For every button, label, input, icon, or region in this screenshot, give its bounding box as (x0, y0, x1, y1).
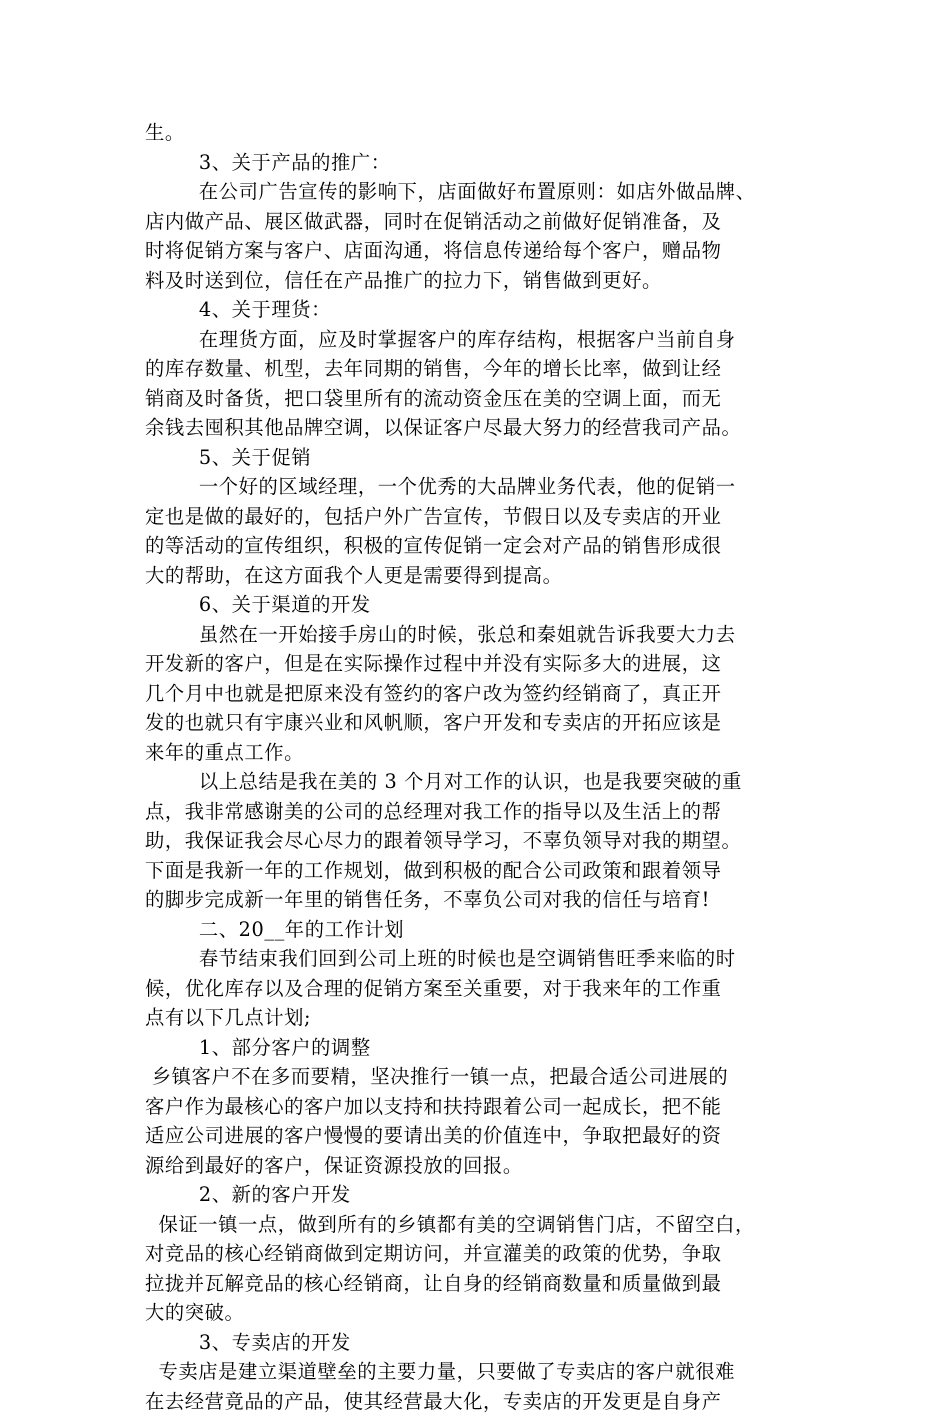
document-body (145, 118, 825, 1416)
text-line: 4、关于理货： (145, 295, 825, 325)
text-line: 的等活动的宣传组织，积极的宣传促销一定会对产品的销售形成很 (145, 531, 825, 561)
text-line: 源给到最好的客户，保证资源投放的回报。 (145, 1151, 825, 1181)
text-line: 几个月中也就是把原来没有签约的客户改为签约经销商了，真正开 (145, 679, 825, 709)
text-line: 店内做产品、展区做武器，同时在促销活动之前做好促销准备，及 (145, 207, 825, 237)
text-line: 以上总结是我在美的 3 个月对工作的认识，也是我要突破的重 (145, 767, 825, 797)
text-line: 专卖店是建立渠道壁垒的主要力量，只要做了专卖店的客户就很难 (145, 1357, 825, 1387)
text-line: 生。 (145, 118, 825, 148)
text-line: 适应公司进展的客户慢慢的要请出美的价值连中，争取把最好的资 (145, 1121, 825, 1151)
text-line: 来年的重点工作。 (145, 738, 825, 768)
text-line: 乡镇客户不在多而要精，坚决推行一镇一点，把最合适公司进展的 (145, 1062, 825, 1092)
text-line: 2、新的客户开发 (145, 1180, 825, 1210)
text-line: 的脚步完成新一年里的销售任务，不辜负公司对我的信任与培育! (145, 885, 825, 915)
text-line: 3、关于产品的推广： (145, 148, 825, 178)
text-line: 发的也就只有宇康兴业和风帆顺，客户开发和专卖店的开拓应该是 (145, 708, 825, 738)
text-line: 时将促销方案与客户、店面沟通，将信息传递给每个客户，赠品物 (145, 236, 825, 266)
text-line: 拉拢并瓦解竞品的核心经销商，让自身的经销商数量和质量做到最 (145, 1269, 825, 1299)
text-line: 点，我非常感谢美的公司的总经理对我工作的指导以及生活上的帮 (145, 797, 825, 827)
text-line: 6、关于渠道的开发 (145, 590, 825, 620)
text-line: 开发新的客户，但是在实际操作过程中并没有实际多大的进展，这 (145, 649, 825, 679)
text-line: 3、专卖店的开发 (145, 1328, 825, 1358)
text-line: 保证一镇一点，做到所有的乡镇都有美的空调销售门店，不留空白， (145, 1210, 825, 1240)
text-line: 5、关于促销 (145, 443, 825, 473)
text-line: 料及时送到位，信任在产品推广的拉力下，销售做到更好。 (145, 266, 825, 296)
text-line: 在理货方面，应及时掌握客户的库存结构，根据客户当前自身 (145, 325, 825, 355)
text-line: 点有以下几点计划; (145, 1003, 825, 1033)
text-line: 销商及时备货，把口袋里所有的流动资金压在美的空调上面，而无 (145, 384, 825, 414)
text-line: 大的突破。 (145, 1298, 825, 1328)
text-line: 二、20__年的工作计划 (145, 915, 825, 945)
text-line: 客户作为最核心的客户加以支持和扶持跟着公司一起成长，把不能 (145, 1092, 825, 1122)
text-line: 定也是做的最好的，包括户外广告宣传，节假日以及专卖店的开业 (145, 502, 825, 532)
text-line: 1、部分客户的调整 (145, 1033, 825, 1063)
text-line: 余钱去囤积其他品牌空调，以保证客户尽最大努力的经营我司产品。 (145, 413, 825, 443)
text-line: 对竞品的核心经销商做到定期访问，并宣灌美的政策的优势，争取 (145, 1239, 825, 1269)
text-line: 在去经营竟品的产品，使其经营最大化，专卖店的开发更是自身产 (145, 1387, 825, 1416)
text-line: 大的帮助，在这方面我个人更是需要得到提高。 (145, 561, 825, 591)
text-line: 一个好的区域经理，一个优秀的大品牌业务代表，他的促销一 (145, 472, 825, 502)
text-line: 助，我保证我会尽心尽力的跟着领导学习，不辜负领导对我的期望。 (145, 826, 825, 856)
text-line: 春节结束我们回到公司上班的时候也是空调销售旺季来临的时 (145, 944, 825, 974)
text-line: 候，优化库存以及合理的促销方案至关重要，对于我来年的工作重 (145, 974, 825, 1004)
text-line: 下面是我新一年的工作规划，做到积极的配合公司政策和跟着领导 (145, 856, 825, 886)
text-line: 的库存数量、机型，去年同期的销售，今年的增长比率，做到让经 (145, 354, 825, 384)
text-line: 在公司广告宣传的影响下，店面做好布置原则：如店外做品牌、 (145, 177, 825, 207)
text-line: 虽然在一开始接手房山的时候，张总和秦姐就告诉我要大力去 (145, 620, 825, 650)
